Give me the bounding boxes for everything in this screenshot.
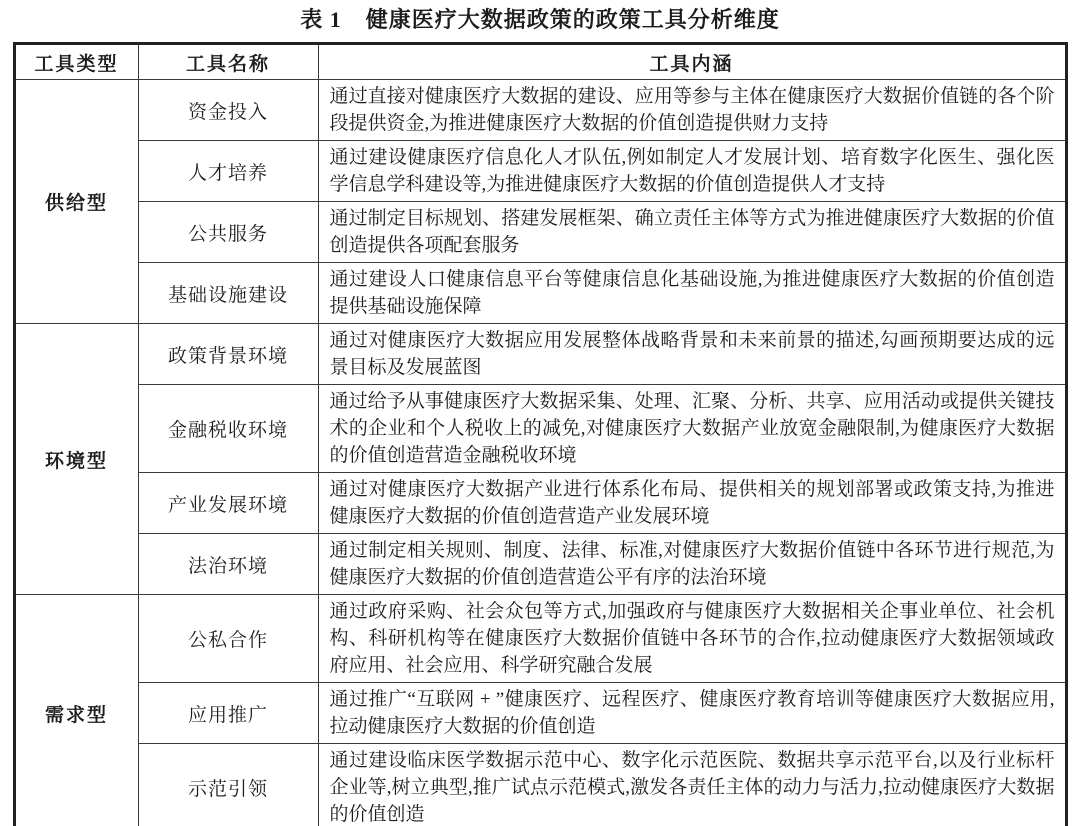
tool-desc-cell: 通过政府采购、社会众包等方式,加强政府与健康医疗大数据相关企事业单位、社会机构、科研机构等在健康医疗大数据价值链中各环节的合作,拉动健康医疗大数据领域政府应用、社会应用、科学研究融合发展 (318, 595, 1066, 683)
tool-name-cell: 公私合作 (138, 595, 318, 683)
table-row (14, 744, 1066, 826)
tool-desc-cell: 通过对健康医疗大数据应用发展整体战略背景和未来前景的描述,勾画预期要达成的远景目标及发展蓝图 (318, 324, 1066, 385)
tool-desc-cell: 通过直接对健康医疗大数据的建设、应用等参与主体在健康医疗大数据价值链的各个阶段提供资金,为推进健康医疗大数据的价值创造提供财力支持 (318, 80, 1066, 141)
table-number: 表 1 (300, 7, 342, 32)
tool-name-cell: 人才培养 (138, 141, 318, 202)
tool-name-cell: 政策背景环境 (138, 324, 318, 385)
tool-name-cell: 公共服务 (138, 202, 318, 263)
group-cell-demand: 需求型 (14, 595, 138, 826)
table-row (14, 324, 1066, 385)
table-row (14, 263, 1066, 324)
col-header-tool-meaning: 工具内涵 (318, 44, 1066, 80)
table-row (14, 80, 1066, 141)
tool-desc-cell: 通过建设临床医学数据示范中心、数字化示范医院、数据共享示范平台,以及行业标杆企业等,树立典型,推广试点示范模式,激发各责任主体的动力与活力,拉动健康医疗大数据的价值创造 (318, 744, 1066, 826)
tool-name-cell: 应用推广 (138, 683, 318, 744)
policy-tools-table (13, 42, 1068, 826)
group-cell-supply: 供给型 (14, 80, 138, 324)
table-caption (0, 0, 1080, 42)
table-row (14, 385, 1066, 473)
tool-desc-cell: 通过制定目标规划、搭建发展框架、确立责任主体等方式为推进健康医疗大数据的价值创造提供各项配套服务 (318, 202, 1066, 263)
tool-desc-cell: 通过推广“互联网 + ”健康医疗、远程医疗、健康医疗教育培训等健康医疗大数据应用,拉动健康医疗大数据的价值创造 (318, 683, 1066, 744)
table-row (14, 534, 1066, 595)
tool-desc-cell: 通过建设健康医疗信息化人才队伍,例如制定人才发展计划、培育数字化医生、强化医学信息学科建设等,为推进健康医疗大数据的价值创造提供人才支持 (318, 141, 1066, 202)
table-row (14, 141, 1066, 202)
table-row (14, 202, 1066, 263)
table-title-text: 健康医疗大数据政策的政策工具分析维度 (365, 7, 780, 32)
table-row (14, 595, 1066, 683)
tool-desc-cell: 通过给予从事健康医疗大数据采集、处理、汇聚、分析、共享、应用活动或提供关键技术的企业和个人税收上的减免,对健康医疗大数据产业放宽金融限制,为健康医疗大数据的价值创造营造金融税收环境 (318, 385, 1066, 473)
col-header-tool-type: 工具类型 (14, 44, 138, 80)
tool-name-cell: 基础设施建设 (138, 263, 318, 324)
tool-name-cell: 金融税收环境 (138, 385, 318, 473)
tool-desc-cell: 通过制定相关规则、制度、法律、标准,对健康医疗大数据价值链中各环节进行规范,为健康医疗大数据的价值创造营造公平有序的法治环境 (318, 534, 1066, 595)
tool-name-cell: 法治环境 (138, 534, 318, 595)
table-row (14, 473, 1066, 534)
tool-name-cell: 产业发展环境 (138, 473, 318, 534)
tool-desc-cell: 通过建设人口健康信息平台等健康信息化基础设施,为推进健康医疗大数据的价值创造提供基础设施保障 (318, 263, 1066, 324)
col-header-tool-name: 工具名称 (138, 44, 318, 80)
tool-name-cell: 资金投入 (138, 80, 318, 141)
table-row (14, 683, 1066, 744)
tool-name-cell: 示范引领 (138, 744, 318, 826)
group-cell-environment: 环境型 (14, 324, 138, 595)
tool-desc-cell: 通过对健康医疗大数据产业进行体系化布局、提供相关的规划部署或政策支持,为推进健康医疗大数据的价值创造营造产业发展环境 (318, 473, 1066, 534)
header-row (14, 44, 1066, 80)
